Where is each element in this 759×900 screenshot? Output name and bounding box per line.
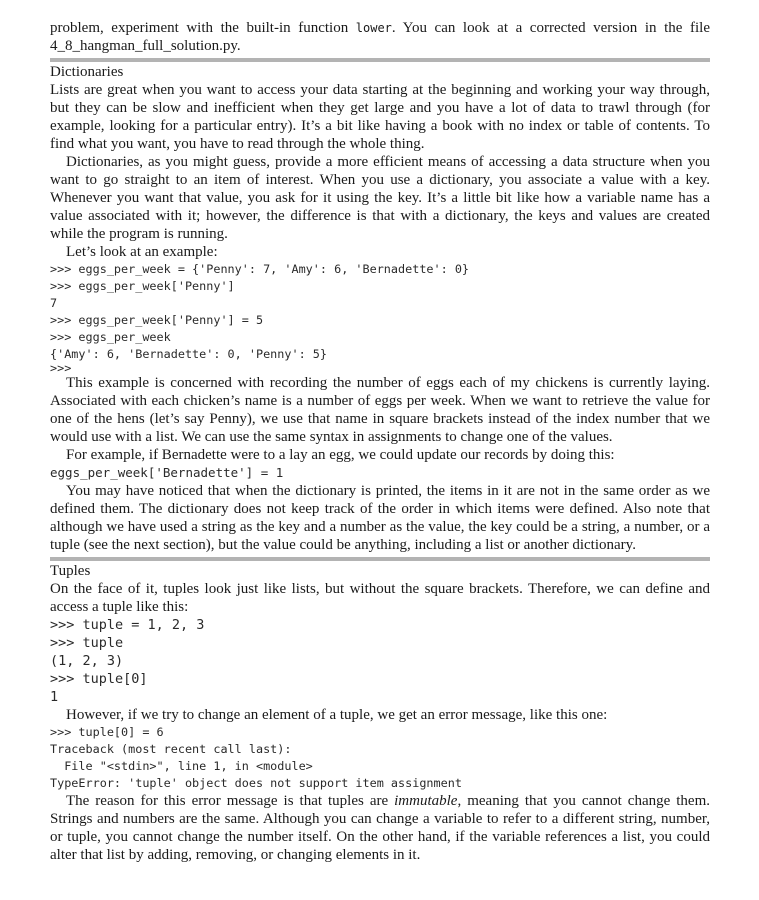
code-line: TypeError: 'tuple' object does not support item assignment: [50, 776, 462, 790]
tuples-paragraph-3: [50, 792, 710, 864]
code-line: >>> tuple: [50, 635, 124, 651]
code-line: >>>: [50, 361, 72, 375]
section-divider: [50, 557, 710, 561]
intro-paragraph: [50, 19, 710, 55]
code-line: {'Amy': 6, 'Bernadette': 0, 'Penny': 5}: [50, 347, 327, 361]
inline-code-lower: lower: [355, 21, 392, 35]
dictionaries-heading: Dictionaries: [50, 64, 124, 80]
code-line: >>> eggs_per_week['Penny'] = 5: [50, 313, 264, 327]
code-line: 1: [50, 689, 59, 705]
dictionaries-paragraph-2: Dictionaries, as you might guess, provide a more efficient means of accessing a data structure when you want to go straight to an item of interest. When you use a dictionary, you associate a value with a key. Whenever you want that value, you ask for it using the key. It’s a little bit like how a variable name has a value associated with it; however, the difference is that with a dictionary, the keys and values are created while the program is running.: [50, 154, 710, 242]
tuples-p3-text: The reason for this error message is that tuples are: [66, 793, 395, 809]
tuples-paragraph-2: However, if we try to change an element of a tuple, we get an error message, like this one:: [66, 707, 608, 723]
code-line: >>> tuple = 1, 2, 3: [50, 617, 205, 633]
code-line: Traceback (most recent call last):: [50, 742, 292, 756]
dictionaries-paragraph-1: Lists are great when you want to access your data starting at the beginning and working your way through, but they can be slow and inefficient when they get large and you have a lot of data to trawl through (for example, looking for a particular entry). It’s a bit like having a book with no index or table of contents. To find what you want, you have to read through the whole thing.: [50, 82, 710, 152]
code-line: >>> tuple[0] = 6: [50, 725, 164, 739]
dictionaries-paragraph-6: You may have noticed that when the dictionary is printed, the items in it are not in the same order as we defined them. The dictionary does not keep track of the order in which items were defined. Also note that although we have used a string as the key and a number as the value, the key could be a string, a number, or a tuple (see the next section), but the value could be anything, including a list or another dictionary.: [50, 483, 710, 553]
tuples-section: [50, 562, 710, 864]
dictionaries-paragraph-3: Let’s look at an example:: [66, 244, 218, 260]
emphasis-immutable: immutable: [394, 793, 458, 809]
tuples-p3-text-end: , meaning that you cannot change them. Strings and numbers are the same. Although you can change a variable to refer to a different string, number, or tuple, you cannot change the number itself. On the other hand, if the variable references a list, you could alter that list by adding, removing, or changing elements in it.: [50, 793, 711, 863]
tuples-heading: Tuples: [50, 563, 91, 579]
intro-text-end: . You can look at a corrected version in the file 4_8_hangman_full_solution.py.: [50, 20, 710, 54]
code-line: >>> eggs_per_week['Penny']: [50, 279, 235, 293]
dictionaries-paragraph-4: This example is concerned with recording the number of eggs each of my chickens is currently laying. Associated with each chicken’s name is a number of eggs per week. When we want to retrieve the value for one of the hens (let’s say Penny), we use that name in square brackets instead of the index number that we would use with a list. We can use the same syntax in assignments to change one of the values.: [50, 375, 710, 445]
code-line: (1, 2, 3): [50, 653, 124, 669]
code-line: >>> eggs_per_week = {'Penny': 7, 'Amy': 6, 'Bernadette': 0}: [50, 262, 470, 276]
dictionaries-section: [50, 63, 710, 554]
dictionary-update-code: eggs_per_week['Bernadette'] = 1: [50, 465, 284, 480]
code-line: >>> eggs_per_week: [50, 330, 171, 344]
code-line: 7: [50, 296, 58, 310]
code-line: >>> tuple[0]: [50, 671, 148, 687]
intro-text: problem, experiment with the built-in function: [50, 20, 356, 36]
dictionary-code-block: [50, 261, 710, 374]
tuples-paragraph-1: On the face of it, tuples look just like lists, but without the square brackets. Therefore, we can define and access a tuple like this:: [50, 581, 710, 615]
section-divider: [50, 58, 710, 62]
dictionaries-paragraph-5: For example, if Bernadette were to a lay an egg, we could update our records by doing this:: [66, 447, 615, 463]
book-page: [50, 19, 710, 864]
code-line: File "<stdin>", line 1, in <module>: [50, 759, 313, 773]
tuple-error-code-block: [50, 724, 710, 792]
tuple-code-block: [50, 616, 710, 706]
